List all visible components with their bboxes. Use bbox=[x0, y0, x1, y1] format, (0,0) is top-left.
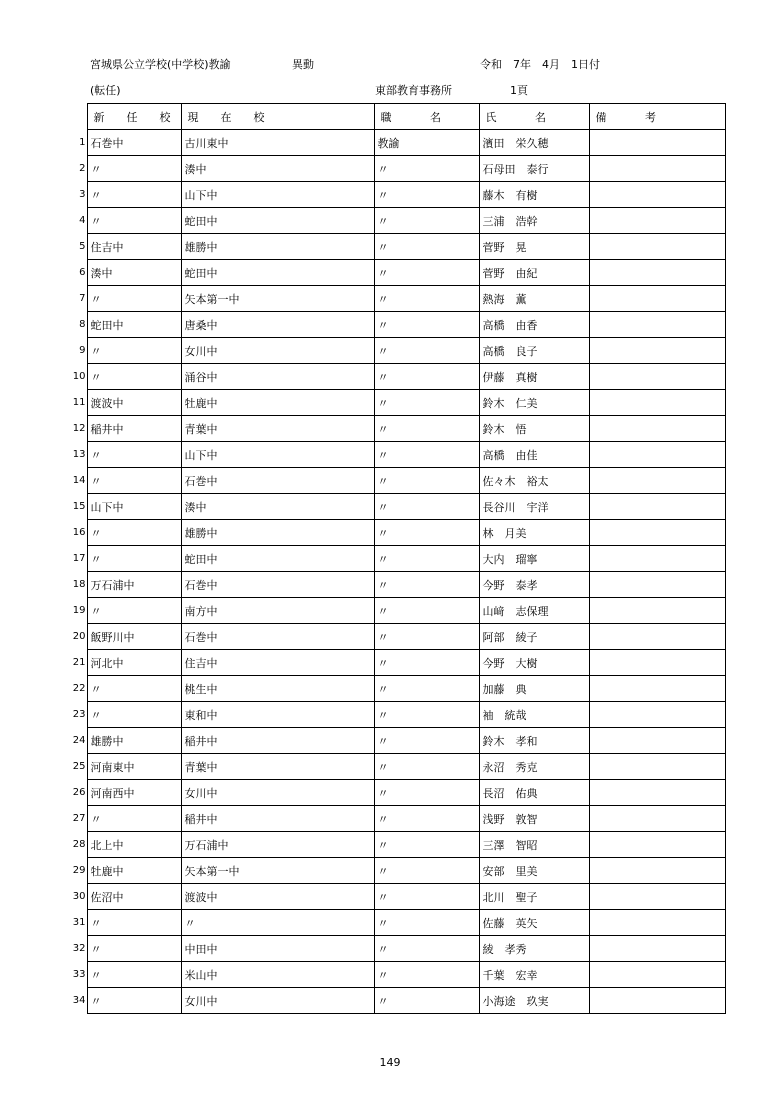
row-number: 18 bbox=[72, 579, 86, 590]
job-title-cell: 〃 bbox=[374, 416, 479, 442]
new-school-cell: 〃 bbox=[87, 910, 181, 936]
job-title-cell: 〃 bbox=[374, 442, 479, 468]
document-subtitle: (転任) bbox=[90, 84, 121, 97]
remarks-cell bbox=[589, 728, 725, 754]
remarks-cell bbox=[589, 572, 725, 598]
job-title-cell: 教諭 bbox=[374, 130, 479, 156]
teacher-name-cell: 浅野 敦智 bbox=[479, 806, 589, 832]
row-number: 31 bbox=[72, 917, 86, 928]
table-row bbox=[66, 676, 725, 702]
teacher-name-cell: 綾 孝秀 bbox=[479, 936, 589, 962]
teacher-name-cell: 小海途 玖実 bbox=[479, 988, 589, 1014]
new-school-cell: 山下中 bbox=[87, 494, 181, 520]
job-title-cell: 〃 bbox=[374, 676, 479, 702]
effective-date: 令和 7年 4月 1日付 bbox=[480, 58, 600, 71]
current-school-cell: 牡鹿中 bbox=[181, 390, 374, 416]
remarks-cell bbox=[589, 936, 725, 962]
remarks-cell bbox=[589, 416, 725, 442]
row-number: 14 bbox=[72, 475, 86, 486]
new-school-cell: 〃 bbox=[87, 936, 181, 962]
job-title-cell: 〃 bbox=[374, 806, 479, 832]
current-school-cell: 中田中 bbox=[181, 936, 374, 962]
row-number: 9 bbox=[79, 345, 86, 356]
teacher-name-cell: 永沼 秀克 bbox=[479, 754, 589, 780]
row-number: 5 bbox=[79, 241, 86, 252]
job-title-cell: 〃 bbox=[374, 520, 479, 546]
current-school-cell: 石巻中 bbox=[181, 572, 374, 598]
remarks-cell bbox=[589, 208, 725, 234]
table-row bbox=[66, 338, 725, 364]
job-title-cell: 〃 bbox=[374, 546, 479, 572]
row-number: 6 bbox=[79, 267, 86, 278]
new-school-cell: 〃 bbox=[87, 546, 181, 572]
table-row bbox=[66, 650, 725, 676]
row-number: 33 bbox=[72, 969, 86, 980]
teacher-name-cell: 今野 泰孝 bbox=[479, 572, 589, 598]
job-title-cell: 〃 bbox=[374, 312, 479, 338]
teacher-name-cell: 袖 統哉 bbox=[479, 702, 589, 728]
table-row bbox=[66, 546, 725, 572]
row-number: 17 bbox=[72, 553, 86, 564]
new-school-cell: 万石浦中 bbox=[87, 572, 181, 598]
new-school-cell: 〃 bbox=[87, 676, 181, 702]
current-school-cell: 青葉中 bbox=[181, 416, 374, 442]
row-number: 20 bbox=[72, 631, 86, 642]
teacher-name-cell: 高橋 由佳 bbox=[479, 442, 589, 468]
table-row bbox=[66, 156, 725, 182]
new-school-cell: 〃 bbox=[87, 286, 181, 312]
teacher-name-cell: 佐藤 英矢 bbox=[479, 910, 589, 936]
job-title-cell: 〃 bbox=[374, 988, 479, 1014]
remarks-cell bbox=[589, 364, 725, 390]
teacher-name-cell: 濱田 栄久穂 bbox=[479, 130, 589, 156]
current-school-cell: 湊中 bbox=[181, 156, 374, 182]
teacher-name-cell: 今野 大樹 bbox=[479, 650, 589, 676]
new-school-cell: 〃 bbox=[87, 208, 181, 234]
column-header-new-school: 新 任 校 bbox=[87, 104, 181, 130]
table-row bbox=[66, 780, 725, 806]
current-school-cell: 山下中 bbox=[181, 442, 374, 468]
teacher-name-cell: 長沼 佑典 bbox=[479, 780, 589, 806]
new-school-cell: 〃 bbox=[87, 156, 181, 182]
column-header-name: 氏 名 bbox=[479, 104, 589, 130]
teacher-name-cell: 林 月美 bbox=[479, 520, 589, 546]
table-row bbox=[66, 286, 725, 312]
current-school-cell: 米山中 bbox=[181, 962, 374, 988]
table-row bbox=[66, 572, 725, 598]
row-number: 30 bbox=[72, 891, 86, 902]
remarks-cell bbox=[589, 962, 725, 988]
job-title-cell: 〃 bbox=[374, 494, 479, 520]
new-school-cell: 〃 bbox=[87, 598, 181, 624]
remarks-cell bbox=[589, 156, 725, 182]
table-header-row bbox=[66, 104, 725, 130]
table-row bbox=[66, 442, 725, 468]
teacher-name-cell: 高橋 由香 bbox=[479, 312, 589, 338]
row-number: 26 bbox=[72, 787, 86, 798]
remarks-cell bbox=[589, 754, 725, 780]
new-school-cell: 〃 bbox=[87, 442, 181, 468]
new-school-cell: 〃 bbox=[87, 182, 181, 208]
remarks-cell bbox=[589, 806, 725, 832]
job-title-cell: 〃 bbox=[374, 858, 479, 884]
teacher-name-cell: 藤木 有樹 bbox=[479, 182, 589, 208]
transfer-table bbox=[66, 103, 726, 1014]
current-school-cell: 湊中 bbox=[181, 494, 374, 520]
table-row bbox=[66, 936, 725, 962]
current-school-cell: 南方中 bbox=[181, 598, 374, 624]
table-row bbox=[66, 832, 725, 858]
remarks-cell bbox=[589, 286, 725, 312]
remarks-cell bbox=[589, 598, 725, 624]
table-row bbox=[66, 416, 725, 442]
current-school-cell: 雄勝中 bbox=[181, 520, 374, 546]
job-title-cell: 〃 bbox=[374, 364, 479, 390]
row-number: 4 bbox=[79, 215, 86, 226]
new-school-cell: 〃 bbox=[87, 364, 181, 390]
job-title-cell: 〃 bbox=[374, 936, 479, 962]
table-row bbox=[66, 182, 725, 208]
remarks-cell bbox=[589, 884, 725, 910]
row-number: 23 bbox=[72, 709, 86, 720]
current-school-cell: 東和中 bbox=[181, 702, 374, 728]
table-row bbox=[66, 520, 725, 546]
teacher-name-cell: 伊藤 真樹 bbox=[479, 364, 589, 390]
office-name: 東部教育事務所 bbox=[375, 84, 452, 97]
remarks-cell bbox=[589, 676, 725, 702]
page-label: 1頁 bbox=[510, 84, 528, 97]
new-school-cell: 〃 bbox=[87, 520, 181, 546]
new-school-cell: 〃 bbox=[87, 962, 181, 988]
row-number: 15 bbox=[72, 501, 86, 512]
current-school-cell: 万石浦中 bbox=[181, 832, 374, 858]
current-school-cell: 渡波中 bbox=[181, 884, 374, 910]
new-school-cell: 住吉中 bbox=[87, 234, 181, 260]
job-title-cell: 〃 bbox=[374, 910, 479, 936]
new-school-cell: 〃 bbox=[87, 338, 181, 364]
new-school-cell: 飯野川中 bbox=[87, 624, 181, 650]
job-title-cell: 〃 bbox=[374, 182, 479, 208]
teacher-name-cell: 佐々木 裕太 bbox=[479, 468, 589, 494]
row-number: 10 bbox=[72, 371, 86, 382]
row-number: 27 bbox=[72, 813, 86, 824]
table-row bbox=[66, 806, 725, 832]
table-row bbox=[66, 988, 725, 1014]
teacher-name-cell: 鈴木 悟 bbox=[479, 416, 589, 442]
new-school-cell: 河南西中 bbox=[87, 780, 181, 806]
remarks-cell bbox=[589, 468, 725, 494]
job-title-cell: 〃 bbox=[374, 650, 479, 676]
column-header-job-title: 職 名 bbox=[374, 104, 479, 130]
new-school-cell: 稲井中 bbox=[87, 416, 181, 442]
row-number: 28 bbox=[72, 839, 86, 850]
current-school-cell: 女川中 bbox=[181, 988, 374, 1014]
current-school-cell: 唐桑中 bbox=[181, 312, 374, 338]
remarks-cell bbox=[589, 338, 725, 364]
table-row bbox=[66, 858, 725, 884]
table-row bbox=[66, 494, 725, 520]
current-school-cell: 蛇田中 bbox=[181, 260, 374, 286]
row-number: 3 bbox=[79, 189, 86, 200]
teacher-name-cell: 大内 瑠寧 bbox=[479, 546, 589, 572]
row-number: 22 bbox=[72, 683, 86, 694]
teacher-name-cell: 鈴木 仁美 bbox=[479, 390, 589, 416]
row-number: 8 bbox=[79, 319, 86, 330]
job-title-cell: 〃 bbox=[374, 286, 479, 312]
job-title-cell: 〃 bbox=[374, 260, 479, 286]
remarks-cell bbox=[589, 390, 725, 416]
new-school-cell: 河南東中 bbox=[87, 754, 181, 780]
remarks-cell bbox=[589, 130, 725, 156]
current-school-cell: 山下中 bbox=[181, 182, 374, 208]
row-number: 24 bbox=[72, 735, 86, 746]
table-row bbox=[66, 624, 725, 650]
job-title-cell: 〃 bbox=[374, 234, 479, 260]
remarks-cell bbox=[589, 624, 725, 650]
table-row bbox=[66, 728, 725, 754]
row-number: 7 bbox=[79, 293, 86, 304]
teacher-name-cell: 三澤 智昭 bbox=[479, 832, 589, 858]
row-number: 19 bbox=[72, 605, 86, 616]
job-title-cell: 〃 bbox=[374, 338, 479, 364]
row-number: 29 bbox=[72, 865, 86, 876]
current-school-cell: 住吉中 bbox=[181, 650, 374, 676]
current-school-cell: 涌谷中 bbox=[181, 364, 374, 390]
new-school-cell: 石巻中 bbox=[87, 130, 181, 156]
current-school-cell: 矢本第一中 bbox=[181, 858, 374, 884]
remarks-cell bbox=[589, 702, 725, 728]
job-title-cell: 〃 bbox=[374, 884, 479, 910]
column-header-remarks: 備 考 bbox=[589, 104, 725, 130]
table-row bbox=[66, 962, 725, 988]
table-row bbox=[66, 234, 725, 260]
teacher-name-cell: 北川 聖子 bbox=[479, 884, 589, 910]
remarks-cell bbox=[589, 182, 725, 208]
row-number: 13 bbox=[72, 449, 86, 460]
row-number: 12 bbox=[72, 423, 86, 434]
teacher-name-cell: 三浦 浩幹 bbox=[479, 208, 589, 234]
page-number: 149 bbox=[379, 1056, 401, 1069]
job-title-cell: 〃 bbox=[374, 208, 479, 234]
job-title-cell: 〃 bbox=[374, 572, 479, 598]
row-number-header bbox=[66, 104, 87, 130]
remarks-cell bbox=[589, 546, 725, 572]
current-school-cell: 稲井中 bbox=[181, 806, 374, 832]
remarks-cell bbox=[589, 312, 725, 338]
remarks-cell bbox=[589, 520, 725, 546]
row-number: 16 bbox=[72, 527, 86, 538]
teacher-name-cell: 加藤 典 bbox=[479, 676, 589, 702]
teacher-name-cell: 山﨑 志保理 bbox=[479, 598, 589, 624]
current-school-cell: 蛇田中 bbox=[181, 546, 374, 572]
row-number: 34 bbox=[72, 995, 86, 1006]
teacher-name-cell: 石母田 泰行 bbox=[479, 156, 589, 182]
new-school-cell: 〃 bbox=[87, 988, 181, 1014]
job-title-cell: 〃 bbox=[374, 702, 479, 728]
current-school-cell: 青葉中 bbox=[181, 754, 374, 780]
table-row bbox=[66, 702, 725, 728]
table-row bbox=[66, 312, 725, 338]
new-school-cell: 湊中 bbox=[87, 260, 181, 286]
teacher-name-cell: 高橋 良子 bbox=[479, 338, 589, 364]
job-title-cell: 〃 bbox=[374, 754, 479, 780]
current-school-cell: 矢本第一中 bbox=[181, 286, 374, 312]
teacher-name-cell: 阿部 綾子 bbox=[479, 624, 589, 650]
remarks-cell bbox=[589, 650, 725, 676]
current-school-cell: 雄勝中 bbox=[181, 234, 374, 260]
current-school-cell: 桃生中 bbox=[181, 676, 374, 702]
row-number: 25 bbox=[72, 761, 86, 772]
current-school-cell: 蛇田中 bbox=[181, 208, 374, 234]
job-title-cell: 〃 bbox=[374, 468, 479, 494]
teacher-name-cell: 熱海 薫 bbox=[479, 286, 589, 312]
remarks-cell bbox=[589, 442, 725, 468]
row-number: 2 bbox=[79, 163, 86, 174]
remarks-cell bbox=[589, 910, 725, 936]
table-row bbox=[66, 598, 725, 624]
job-title-cell: 〃 bbox=[374, 780, 479, 806]
new-school-cell: 蛇田中 bbox=[87, 312, 181, 338]
row-number: 32 bbox=[72, 943, 86, 954]
row-number: 21 bbox=[72, 657, 86, 668]
teacher-name-cell: 千葉 宏幸 bbox=[479, 962, 589, 988]
new-school-cell: 〃 bbox=[87, 468, 181, 494]
new-school-cell: 河北中 bbox=[87, 650, 181, 676]
remarks-cell bbox=[589, 234, 725, 260]
new-school-cell: 渡波中 bbox=[87, 390, 181, 416]
job-title-cell: 〃 bbox=[374, 624, 479, 650]
remarks-cell bbox=[589, 494, 725, 520]
teacher-name-cell: 鈴木 孝和 bbox=[479, 728, 589, 754]
job-title-cell: 〃 bbox=[374, 962, 479, 988]
table-row bbox=[66, 130, 725, 156]
remarks-cell bbox=[589, 260, 725, 286]
document-title: 宮城県公立学校(中学校)教諭 bbox=[90, 58, 231, 71]
row-number: 1 bbox=[79, 137, 86, 148]
current-school-cell: 古川東中 bbox=[181, 130, 374, 156]
document-kind: 異動 bbox=[292, 58, 314, 71]
current-school-cell: 石巻中 bbox=[181, 624, 374, 650]
new-school-cell: 〃 bbox=[87, 806, 181, 832]
teacher-name-cell: 菅野 晃 bbox=[479, 234, 589, 260]
teacher-name-cell: 安部 里美 bbox=[479, 858, 589, 884]
table-body bbox=[66, 130, 725, 1014]
new-school-cell: 北上中 bbox=[87, 832, 181, 858]
new-school-cell: 雄勝中 bbox=[87, 728, 181, 754]
table-row bbox=[66, 208, 725, 234]
table-row bbox=[66, 260, 725, 286]
current-school-cell: 女川中 bbox=[181, 338, 374, 364]
column-header-current-school: 現 在 校 bbox=[181, 104, 374, 130]
table-row bbox=[66, 364, 725, 390]
remarks-cell bbox=[589, 780, 725, 806]
new-school-cell: 〃 bbox=[87, 702, 181, 728]
current-school-cell: 〃 bbox=[181, 910, 374, 936]
table-row bbox=[66, 754, 725, 780]
current-school-cell: 女川中 bbox=[181, 780, 374, 806]
remarks-cell bbox=[589, 988, 725, 1014]
remarks-cell bbox=[589, 858, 725, 884]
job-title-cell: 〃 bbox=[374, 390, 479, 416]
new-school-cell: 牡鹿中 bbox=[87, 858, 181, 884]
table-row bbox=[66, 884, 725, 910]
job-title-cell: 〃 bbox=[374, 156, 479, 182]
new-school-cell: 佐沼中 bbox=[87, 884, 181, 910]
job-title-cell: 〃 bbox=[374, 598, 479, 624]
current-school-cell: 稲井中 bbox=[181, 728, 374, 754]
job-title-cell: 〃 bbox=[374, 728, 479, 754]
table-row bbox=[66, 910, 725, 936]
remarks-cell bbox=[589, 832, 725, 858]
row-number: 11 bbox=[72, 397, 86, 408]
current-school-cell: 石巻中 bbox=[181, 468, 374, 494]
job-title-cell: 〃 bbox=[374, 832, 479, 858]
table-row bbox=[66, 468, 725, 494]
table-row bbox=[66, 390, 725, 416]
teacher-name-cell: 菅野 由紀 bbox=[479, 260, 589, 286]
teacher-name-cell: 長谷川 宇洋 bbox=[479, 494, 589, 520]
